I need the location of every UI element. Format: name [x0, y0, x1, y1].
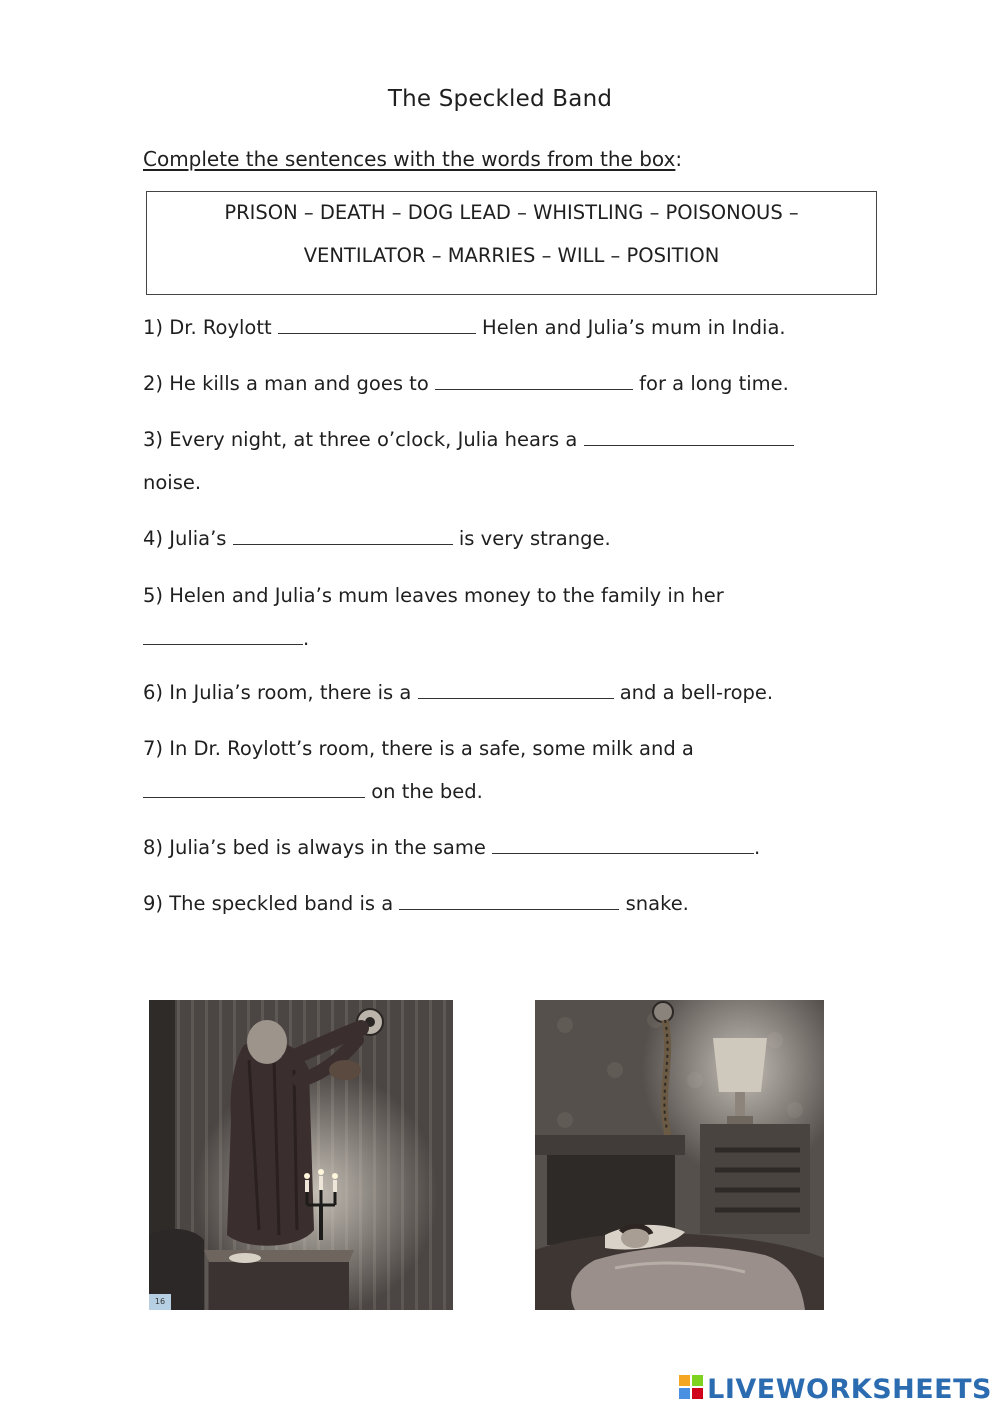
page-title: The Speckled Band	[387, 86, 613, 112]
question-3-continued: noise.	[143, 471, 202, 494]
question-4-text: 4) Julia’s	[143, 527, 227, 550]
question-6-text: 6) In Julia’s room, there is a	[143, 681, 412, 704]
instructions-text: Complete the sentences with the words from the box	[143, 147, 676, 171]
instructions-colon: :	[675, 147, 683, 171]
question-1-tail: Helen and Julia’s mum in India.	[482, 316, 786, 339]
question-3-text: 3) Every night, at three o’clock, Julia hears a	[143, 428, 578, 451]
brand-name: LIVEWORKSHEETS	[707, 1374, 992, 1405]
question-9-tail: snake.	[625, 892, 689, 915]
instructions	[143, 147, 682, 171]
question-6-tail: and a bell-rope.	[619, 681, 774, 704]
question-7-continued	[143, 780, 483, 803]
liveworksheets-brand	[679, 1374, 992, 1406]
question-9-text: 9) The speckled band is a	[143, 892, 394, 915]
answer-blank-5[interactable]	[143, 628, 303, 645]
question-7-tail: on the bed.	[371, 780, 483, 803]
word-box-line-2: VENTILATOR – MARRIES – WILL – POSITION	[303, 244, 720, 267]
question-1-text: 1) Dr. Roylott	[143, 316, 272, 339]
question-7	[143, 737, 694, 760]
illustration-man-at-ventilator	[149, 1000, 453, 1310]
answer-blank-2[interactable]	[435, 373, 633, 390]
question-7-text: 7) In Dr. Roylott’s room, there is a safe, some milk and a	[143, 737, 694, 760]
question-2-tail: for a long time.	[639, 372, 789, 395]
illustration-julia-in-bed-icon	[535, 1000, 824, 1310]
question-4-tail: is very strange.	[458, 527, 611, 550]
answer-blank-4[interactable]	[233, 528, 453, 545]
question-2-text: 2) He kills a man and goes to	[143, 372, 429, 395]
question-8	[143, 836, 760, 859]
question-3	[143, 428, 794, 451]
question-5	[143, 584, 724, 607]
answer-blank-3[interactable]	[584, 429, 794, 446]
word-box	[146, 191, 877, 295]
word-box-line-1: PRISON – DEATH – DOG LEAD – WHISTLING – POISONOUS –	[224, 201, 799, 224]
answer-blank-8[interactable]	[492, 837, 754, 854]
liveworksheets-logo-icon	[679, 1375, 703, 1406]
question-4	[143, 527, 611, 550]
page-number-tag: 16	[149, 1294, 171, 1310]
question-5-text: 5) Helen and Julia’s mum leaves money to the family in her	[143, 584, 724, 607]
illustration-man-at-ventilator-icon	[149, 1000, 453, 1310]
question-6	[143, 681, 773, 704]
question-5-tail: .	[303, 627, 310, 650]
answer-blank-6[interactable]	[418, 682, 614, 699]
answer-blank-7[interactable]	[143, 781, 365, 798]
question-1	[143, 316, 786, 339]
answer-blank-1[interactable]	[278, 317, 476, 334]
question-8-tail: .	[754, 836, 761, 859]
question-2	[143, 372, 789, 395]
answer-blank-9[interactable]	[399, 893, 619, 910]
question-8-text: 8) Julia’s bed is always in the same	[143, 836, 486, 859]
question-9	[143, 892, 689, 915]
question-5-continued	[143, 627, 309, 650]
illustration-julia-in-bed	[535, 1000, 824, 1310]
